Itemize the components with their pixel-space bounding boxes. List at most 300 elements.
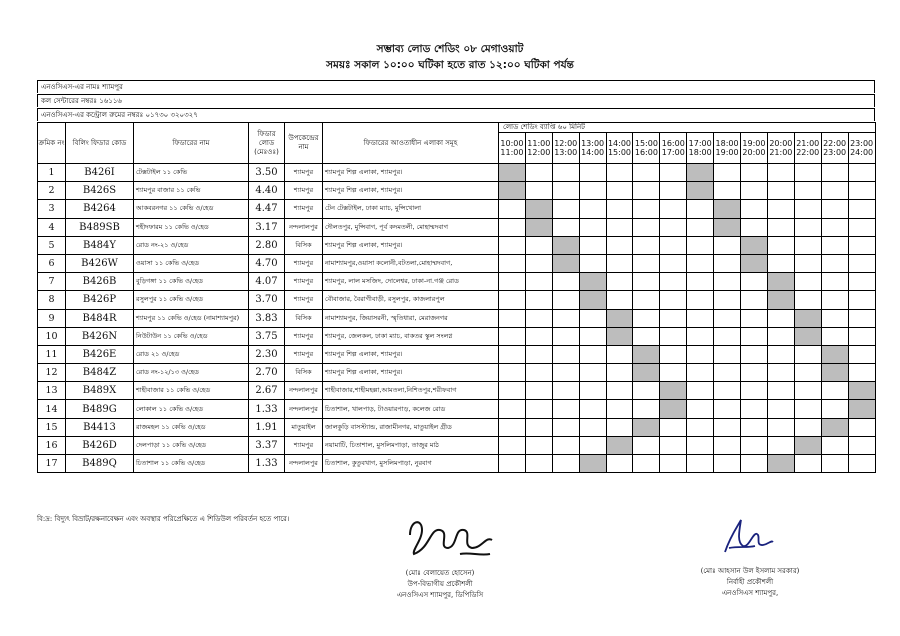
shedding-slot xyxy=(821,254,848,272)
table-row xyxy=(38,200,876,218)
slot-end: 18:00 xyxy=(688,148,712,157)
serial-cell: 6 xyxy=(38,254,66,272)
shedding-slot-active xyxy=(848,382,875,400)
shedding-slot xyxy=(714,273,741,291)
shedding-slot xyxy=(687,345,714,363)
serial-cell: 2 xyxy=(38,182,66,200)
shedding-slot xyxy=(714,455,741,473)
shedding-slot xyxy=(714,382,741,400)
shedding-slot-active xyxy=(767,273,794,291)
feeder-name-cell: রোড ২১ ও/হেড xyxy=(134,345,249,363)
shedding-slot xyxy=(525,345,552,363)
shedding-slot xyxy=(552,273,579,291)
shedding-slot-active xyxy=(741,236,768,254)
shedding-slot xyxy=(525,436,552,454)
page-title: সম্ভাব্য লোড শেডিং ০৮ মেগাওয়াট xyxy=(376,43,524,55)
feeder-load-cell: 3.83 xyxy=(249,309,285,327)
slot-header xyxy=(767,133,794,164)
shedding-slot xyxy=(794,182,821,200)
shedding-slot xyxy=(606,418,633,436)
slot-header xyxy=(848,133,875,164)
schedule-note: বি:দ্র: বিদ্যুৎ বিভ্রাট/রক্ষনাবেক্ষন এবং অবস্থার পরিপ্রেক্ষিতে এ শিডিউল পরিবর্তন হতে পারে। xyxy=(37,515,290,523)
substation-cell: বিসিক xyxy=(285,309,323,327)
serial-cell: 16 xyxy=(38,436,66,454)
signatory-right xyxy=(640,566,860,599)
table-row xyxy=(38,436,876,454)
shedding-slot xyxy=(499,291,526,309)
shedding-slot xyxy=(821,182,848,200)
shedding-slot-active xyxy=(552,236,579,254)
shedding-slot xyxy=(525,254,552,272)
slot-start: 20:00 xyxy=(769,139,793,148)
shedding-slot xyxy=(606,291,633,309)
shedding-slot xyxy=(741,327,768,345)
shedding-slot xyxy=(579,236,606,254)
shedding-slot xyxy=(848,291,875,309)
substation-cell: শ্যামপুর xyxy=(285,164,323,182)
shedding-slot xyxy=(848,436,875,454)
shedding-slot xyxy=(660,418,687,436)
billing-code-cell: B426B xyxy=(66,273,134,291)
shedding-slot xyxy=(848,455,875,473)
shedding-slot xyxy=(767,182,794,200)
shedding-slot-active xyxy=(794,309,821,327)
shedding-slot xyxy=(848,273,875,291)
page-subtitle: সময়ঃ সকাল ১০:০০ ঘটিকা হতে রাত ১২:০০ ঘটিকা পর্যন্ত xyxy=(326,59,574,71)
shedding-slot xyxy=(660,273,687,291)
slot-header xyxy=(525,133,552,164)
shedding-slot xyxy=(714,400,741,418)
shedding-slot xyxy=(660,236,687,254)
shedding-slot-active xyxy=(525,200,552,218)
slot-start: 10:00 xyxy=(500,139,524,148)
table-row xyxy=(38,218,876,236)
substation-cell: বিসিক xyxy=(285,236,323,254)
shedding-slot xyxy=(741,273,768,291)
shedding-slot xyxy=(741,309,768,327)
slot-end: 11:00 xyxy=(500,148,524,157)
shedding-slot xyxy=(525,182,552,200)
shedding-slot xyxy=(767,400,794,418)
slot-header xyxy=(741,133,768,164)
feeder-load-cell: 2.80 xyxy=(249,236,285,254)
shedding-slot xyxy=(660,218,687,236)
shedding-slot xyxy=(633,218,660,236)
shedding-slot xyxy=(767,218,794,236)
shedding-slot xyxy=(633,436,660,454)
shedding-slot xyxy=(525,382,552,400)
substation-cell: শ্যামপুর xyxy=(285,200,323,218)
shedding-slot xyxy=(606,164,633,182)
shedding-slot xyxy=(499,309,526,327)
shedding-slot xyxy=(633,273,660,291)
shedding-slot xyxy=(794,218,821,236)
billing-code-cell: B426I xyxy=(66,164,134,182)
area-cell: বৌবাজার, বৈরাগীবাড়ী, রসুলপুর, কাজলারপুল xyxy=(323,291,499,309)
shedding-slot xyxy=(579,309,606,327)
feeder-load-cell: 4.07 xyxy=(249,273,285,291)
signatory-right-designation: নির্বাহী প্রকৌশলী xyxy=(726,578,774,586)
table-row xyxy=(38,182,876,200)
shedding-slot xyxy=(579,182,606,200)
shedding-slot xyxy=(794,455,821,473)
shedding-slot xyxy=(499,254,526,272)
header-schedule: লোড শেডিং ব্যাপ্তি ৬০ মিনিট xyxy=(499,123,876,133)
area-cell: শ্যামপুর, জেলকল, ঢাকা ম্যাচ, বাকতর স্কুল সংলগ্ন xyxy=(323,327,499,345)
billing-code-cell: B426W xyxy=(66,254,134,272)
shedding-slot xyxy=(579,164,606,182)
feeder-load-cell: 4.47 xyxy=(249,200,285,218)
slot-start: 13:00 xyxy=(581,139,605,148)
shedding-slot xyxy=(767,418,794,436)
shedding-slot xyxy=(525,455,552,473)
shedding-slot xyxy=(687,455,714,473)
billing-code-cell: B426P xyxy=(66,291,134,309)
slot-start: 16:00 xyxy=(661,139,685,148)
shedding-slot xyxy=(579,327,606,345)
feeder-name-cell: টেক্সটাইল ১১ কেভি xyxy=(134,164,249,182)
shedding-slot xyxy=(767,309,794,327)
substation-cell: নন্দলালপুর xyxy=(285,218,323,236)
slot-start: 15:00 xyxy=(634,139,658,148)
feeder-load-cell: 1.33 xyxy=(249,400,285,418)
feeder-name-cell: শ্যামপুর ১১ কেভি ও/হেড (নামাশ্যামপুর) xyxy=(134,309,249,327)
shedding-slot xyxy=(687,327,714,345)
shedding-slot xyxy=(848,345,875,363)
billing-code-cell: B4264 xyxy=(66,200,134,218)
serial-cell: 17 xyxy=(38,455,66,473)
shedding-slot xyxy=(848,182,875,200)
feeder-name-cell: শাহীবাজার ১১ কেভি ও/হেড xyxy=(134,382,249,400)
shedding-slot xyxy=(848,236,875,254)
shedding-slot xyxy=(714,364,741,382)
feeder-name-cell: বুড়িগঙ্গা ১১ কেভি ও/হেড xyxy=(134,273,249,291)
shedding-slot xyxy=(714,182,741,200)
shedding-slot xyxy=(525,236,552,254)
feeder-load-cell: 3.37 xyxy=(249,436,285,454)
shedding-slot xyxy=(633,200,660,218)
slot-header xyxy=(794,133,821,164)
table-row xyxy=(38,455,876,473)
serial-cell: 3 xyxy=(38,200,66,218)
substation-cell: নন্দলালপুর xyxy=(285,400,323,418)
shedding-slot xyxy=(714,291,741,309)
signatory-left-name: (মোঃ বেলায়েত হোসেন) xyxy=(405,569,475,577)
shedding-slot xyxy=(767,254,794,272)
serial-cell: 13 xyxy=(38,382,66,400)
shedding-slot xyxy=(794,400,821,418)
slot-header xyxy=(579,133,606,164)
shedding-slot xyxy=(741,400,768,418)
slot-start: 19:00 xyxy=(742,139,766,148)
feeder-name-cell: রাজমহল ১১ কেভি ও/হেড xyxy=(134,418,249,436)
shedding-slot xyxy=(606,273,633,291)
shedding-slot xyxy=(552,327,579,345)
shedding-slot xyxy=(499,345,526,363)
substation-cell: মাতুয়াইল xyxy=(285,418,323,436)
header-billing-code: বিলিং ফিডার কোড xyxy=(66,123,134,164)
feeder-name-cell: রোড নং-১২/১৩ ও/হেড xyxy=(134,364,249,382)
area-cell: নয়ামাটি, চিতাশাল, মুসলিমপাড়া, তাজুর মাঠ xyxy=(323,436,499,454)
slot-end: 21:00 xyxy=(769,148,793,157)
area-cell: দৌলতপুর, মুন্সিবাগ, পূর্ব কদমতলী, মোহাম্মদবাগ xyxy=(323,218,499,236)
shedding-slot xyxy=(767,364,794,382)
feeder-load-cell: 4.70 xyxy=(249,254,285,272)
shedding-slot xyxy=(794,364,821,382)
shedding-slot-active xyxy=(579,273,606,291)
slot-header xyxy=(499,133,526,164)
shedding-slot xyxy=(660,182,687,200)
shedding-slot xyxy=(633,382,660,400)
shedding-slot xyxy=(633,254,660,272)
shedding-slot xyxy=(794,164,821,182)
shedding-slot xyxy=(821,382,848,400)
feeder-load-cell: 3.75 xyxy=(249,327,285,345)
billing-code-cell: B4413 xyxy=(66,418,134,436)
feeder-name-cell: আকবরনগর ১১ কেভি ও/হেড xyxy=(134,200,249,218)
shedding-slot xyxy=(794,273,821,291)
shedding-slot xyxy=(552,418,579,436)
table-row xyxy=(38,382,876,400)
shedding-slot xyxy=(767,236,794,254)
shedding-slot xyxy=(714,254,741,272)
shedding-slot xyxy=(499,236,526,254)
shedding-slot xyxy=(660,200,687,218)
signature-left xyxy=(400,510,500,565)
feeder-name-cell: চিতাশাল ১১ কেভি ও/হেড xyxy=(134,455,249,473)
serial-cell: 4 xyxy=(38,218,66,236)
shedding-slot xyxy=(821,273,848,291)
shedding-slot xyxy=(821,327,848,345)
feeder-load-cell: 3.50 xyxy=(249,164,285,182)
shedding-slot xyxy=(552,436,579,454)
signatory-right-office: এনওসিএস শ্যামপুর, xyxy=(721,589,779,597)
shedding-slot xyxy=(714,327,741,345)
slot-end: 24:00 xyxy=(850,148,874,157)
substation-cell: বিসিক xyxy=(285,364,323,382)
billing-code-cell: B426E xyxy=(66,345,134,363)
substation-cell: শ্যামপুর xyxy=(285,436,323,454)
shedding-slot xyxy=(714,236,741,254)
billing-code-cell: B489Q xyxy=(66,455,134,473)
signatory-left-designation: উপ-বিভাগীয় প্রকৌশলী xyxy=(407,580,473,588)
shedding-slot xyxy=(794,254,821,272)
area-cell: চিতাশাল, খালপাড়, টাওয়ারপাড়, কলেজ রোড xyxy=(323,400,499,418)
shedding-slot xyxy=(552,382,579,400)
shedding-slot-active xyxy=(848,400,875,418)
slot-end: 20:00 xyxy=(742,148,766,157)
shedding-slot-active xyxy=(821,364,848,382)
shedding-slot-active xyxy=(633,345,660,363)
shedding-slot xyxy=(552,309,579,327)
shedding-slot xyxy=(687,309,714,327)
shedding-slot xyxy=(525,400,552,418)
shedding-slot xyxy=(687,382,714,400)
slot-header xyxy=(714,133,741,164)
shedding-slot-active xyxy=(687,164,714,182)
signature-right xyxy=(715,512,775,562)
feeder-load-cell: 3.70 xyxy=(249,291,285,309)
slot-start: 14:00 xyxy=(607,139,632,148)
feeder-name-cell: ওয়াসা ১১ কেভি ও/হেড xyxy=(134,254,249,272)
billing-code-cell: B489SB xyxy=(66,218,134,236)
table-row xyxy=(38,164,876,182)
feeder-name-cell: দেলপাড়া ১১ কেভি ও/হেড xyxy=(134,436,249,454)
billing-code-cell: B489X xyxy=(66,382,134,400)
shedding-slot xyxy=(741,418,768,436)
table-row xyxy=(38,364,876,382)
header-serial: ক্রমিক নং xyxy=(38,123,66,164)
shedding-slot xyxy=(499,327,526,345)
signatory-left xyxy=(330,568,550,601)
area-cell: নামাশ্যামপুর, জিয়াসরনী, স্মৃতিধারা, মেরাজনগর xyxy=(323,309,499,327)
feeder-load-cell: 3.17 xyxy=(249,218,285,236)
slot-end: 16:00 xyxy=(634,148,658,157)
shedding-slot xyxy=(741,364,768,382)
shedding-slot xyxy=(552,218,579,236)
shedding-slot xyxy=(579,345,606,363)
shedding-slot xyxy=(794,345,821,363)
shedding-slot xyxy=(714,418,741,436)
shedding-slot xyxy=(525,309,552,327)
shedding-slot xyxy=(606,364,633,382)
table-row xyxy=(38,309,876,327)
feeder-name-cell: রোড নং-২১ ও/হেড xyxy=(134,236,249,254)
area-cell: নামাশ্যামপুর,ওয়াসা কলোনী,বটতলা,মোহাম্মদবাগ, xyxy=(323,254,499,272)
shedding-slot xyxy=(794,382,821,400)
feeder-name-cell: লোকাল ১১ কেভি ও/হেড xyxy=(134,400,249,418)
shedding-slot-active xyxy=(525,218,552,236)
shedding-slot xyxy=(606,382,633,400)
shedding-slot xyxy=(687,273,714,291)
area-cell: চিতাশাল, কুতুবখাগ, মুসলিমপাড়া, নুরবাগ xyxy=(323,455,499,473)
shedding-slot xyxy=(633,182,660,200)
slot-start: 18:00 xyxy=(715,139,739,148)
header-feeder-name: ফিডারের নাম xyxy=(134,123,249,164)
shedding-slot xyxy=(525,327,552,345)
shedding-slot xyxy=(687,254,714,272)
feeder-name-cell: নিউটাউন ১১ কেভি ও/হেড xyxy=(134,327,249,345)
shedding-slot xyxy=(660,436,687,454)
shedding-slot xyxy=(741,164,768,182)
substation-cell: শ্যামপুর xyxy=(285,345,323,363)
header-area: ফিডারের আওতাধীন এলাকা সমূহ xyxy=(323,123,499,164)
table-row xyxy=(38,327,876,345)
shedding-slot xyxy=(848,164,875,182)
shedding-slot xyxy=(552,200,579,218)
shedding-slot xyxy=(525,418,552,436)
shedding-slot xyxy=(499,218,526,236)
shedding-slot-active xyxy=(714,218,741,236)
shedding-slot-active xyxy=(821,418,848,436)
shedding-slot xyxy=(606,218,633,236)
shedding-slot xyxy=(499,364,526,382)
slot-header xyxy=(821,133,848,164)
shedding-slot xyxy=(821,400,848,418)
shedding-slot-active xyxy=(606,436,633,454)
shedding-slot xyxy=(848,200,875,218)
slot-header xyxy=(552,133,579,164)
signatory-right-name: (মোঃ আহসান উল ইসলাম সরকার) xyxy=(700,567,800,575)
billing-code-cell: B489G xyxy=(66,400,134,418)
signatory-left-office: এনওসিএস শ্যামপুর, ডিপিডিসি xyxy=(396,591,484,599)
shedding-slot xyxy=(687,291,714,309)
area-cell: শাহীবাজার,শাহীমহল্লা,আমতলা,নিশিতপুর,শরীফবাগ xyxy=(323,382,499,400)
feeder-load-cell: 1.33 xyxy=(249,455,285,473)
shedding-slot-active xyxy=(660,382,687,400)
shedding-slot xyxy=(525,164,552,182)
table-row xyxy=(38,400,876,418)
shedding-slot xyxy=(606,345,633,363)
feeder-name-cell: রসুলপুর ১১ কেভি ও/হেড xyxy=(134,291,249,309)
shedding-slot xyxy=(821,309,848,327)
shedding-slot xyxy=(660,364,687,382)
shedding-slot-active xyxy=(499,164,526,182)
shedding-slot-active xyxy=(794,436,821,454)
shedding-slot xyxy=(660,345,687,363)
shedding-slot xyxy=(579,418,606,436)
shedding-slot-active xyxy=(714,200,741,218)
shedding-slot xyxy=(794,418,821,436)
shedding-slot-active xyxy=(633,418,660,436)
slot-header xyxy=(633,133,660,164)
area-cell: শ্যামপুর শিল্প এলাকা, শ্যামপুর। xyxy=(323,364,499,382)
substation-cell: নন্দলালপুর xyxy=(285,455,323,473)
nocs-name: এনওসিএস-এর নামঃ শ্যামপুর xyxy=(37,80,875,93)
serial-cell: 14 xyxy=(38,400,66,418)
shedding-slot-active xyxy=(767,291,794,309)
shedding-slot xyxy=(552,345,579,363)
shedding-slot xyxy=(499,436,526,454)
substation-cell: শ্যামপুর xyxy=(285,254,323,272)
feeder-load-cell: 2.30 xyxy=(249,345,285,363)
shedding-slot xyxy=(741,455,768,473)
serial-cell: 10 xyxy=(38,327,66,345)
shedding-slot xyxy=(767,327,794,345)
shedding-slot xyxy=(741,291,768,309)
substation-cell: শ্যামপুর xyxy=(285,182,323,200)
shedding-slot xyxy=(660,455,687,473)
shedding-slot xyxy=(525,291,552,309)
shedding-slot xyxy=(579,436,606,454)
shedding-slot xyxy=(714,309,741,327)
shedding-slot xyxy=(606,400,633,418)
shedding-slot xyxy=(660,254,687,272)
area-cell: শ্যামপুর, লাল মসজিদ, দোলেশ্বর, ঢাকা-না.গঞ্জ রোড xyxy=(323,273,499,291)
slot-start: 23:00 xyxy=(850,139,874,148)
shedding-slot xyxy=(499,455,526,473)
shedding-slot xyxy=(606,182,633,200)
area-cell: টেন টেক্সটাইল, ঢাকা ম্যাচ, মুন্সিখোলা xyxy=(323,200,499,218)
shedding-slot-active xyxy=(499,182,526,200)
shedding-slot xyxy=(687,200,714,218)
substation-cell: শ্যামপুর xyxy=(285,327,323,345)
shedding-slot xyxy=(848,218,875,236)
shedding-slot xyxy=(579,400,606,418)
area-cell: শ্যামপুর শিল্প এলাকা, শ্যামপুর। xyxy=(323,164,499,182)
billing-code-cell: B484Y xyxy=(66,236,134,254)
slot-end: 19:00 xyxy=(715,148,739,157)
shedding-slot xyxy=(741,345,768,363)
slot-header xyxy=(606,133,633,164)
table-row xyxy=(38,254,876,272)
shedding-slot xyxy=(821,164,848,182)
shedding-slot-active xyxy=(660,400,687,418)
area-cell: শ্যামপুর শিল্প এলাকা, শ্যামপুর। xyxy=(323,182,499,200)
shedding-slot xyxy=(714,345,741,363)
feeder-name-cell: শহীদফারম ১১ কেভি ও/হেড xyxy=(134,218,249,236)
feeder-load-cell: 2.70 xyxy=(249,364,285,382)
